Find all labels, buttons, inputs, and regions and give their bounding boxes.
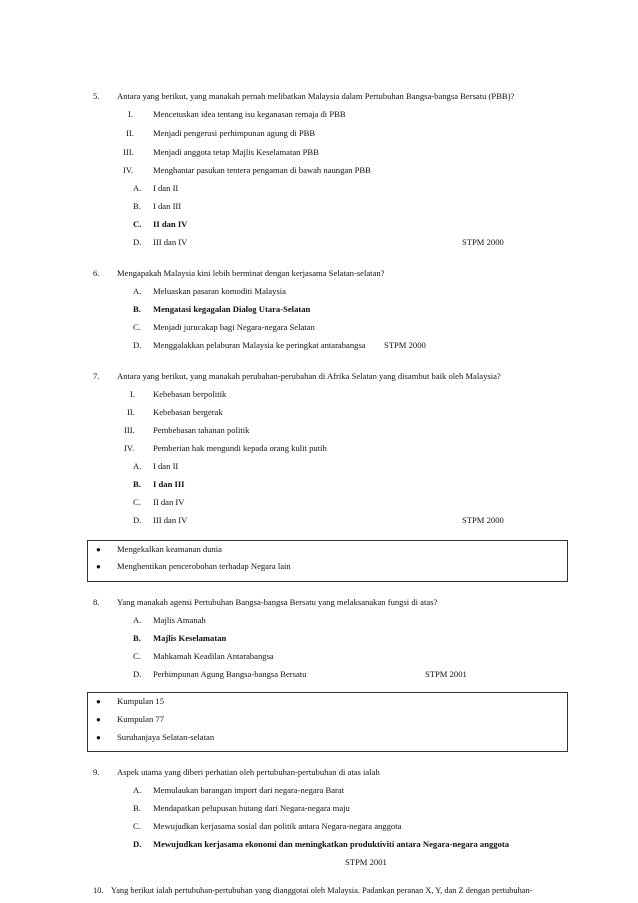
q7-number: 7.: [93, 371, 100, 381]
q5-option-letter: D.: [133, 237, 142, 247]
q7-source: STPM 2000: [462, 515, 504, 525]
q9-option-letter: C.: [133, 821, 141, 831]
q8-option-letter: C.: [133, 651, 141, 661]
box1-item: Menghentikan pencerobohan terhadap Negara lain: [117, 561, 291, 571]
q7-roman: I.: [130, 389, 136, 399]
q5-option-letter: A.: [133, 183, 142, 193]
q5-option-letter: B.: [133, 201, 141, 211]
box1-item: Mengekalkan keamanan dunia: [117, 544, 222, 554]
q6-option-letter: B.: [133, 304, 141, 314]
q6-option-text: Menjadi jurucakap bagi Negara-negara Selatan: [153, 322, 315, 332]
q9-option-letter: D.: [133, 839, 142, 849]
q7-option-letter: B.: [133, 479, 141, 489]
q7-option-text: I dan II: [153, 461, 179, 471]
q8-answer-option-text: Majlis Keselamatan: [153, 633, 227, 643]
q8-option-text: Majlis Amanah: [153, 615, 206, 625]
q8-option-letter: D.: [133, 669, 142, 679]
q7-option-text: II dan IV: [153, 497, 185, 507]
q5-text: Antara yang berikut, yang manakah pernah melibatkan Malaysia dalam Pertubuhan Bangsa-bangsa Bersatu (PBB)?: [117, 91, 515, 101]
q5-roman: IV.: [123, 165, 134, 175]
q9-option-letter: B.: [133, 803, 141, 813]
q9-option-text: Mewujudkan kerjasama sosial dan politik antara Negara-negara anggota: [153, 821, 402, 831]
q6-answer-option-text: Mengatasi kegagalan Dialog Utara-Selatan: [153, 304, 311, 314]
q6-text: Mengapakah Malaysia kini lebih berminat dengan kerjasama Selatan-selatan?: [117, 268, 385, 278]
q5-roman-text: Menjadi anggota tetap Majlis Keselamatan PBB: [153, 147, 319, 157]
q9-option-text: Memulaukan barangan import dari negara-negara Barat: [153, 785, 345, 795]
q6-option-letter: C.: [133, 322, 141, 332]
q8-number: 8.: [93, 597, 100, 607]
bullet-icon: ●: [96, 562, 101, 571]
q5-answer-option-text: II dan IV: [153, 219, 188, 229]
q9-source: STPM 2001: [345, 857, 387, 867]
q7-text: Antara yang berikut, yang manakah perubahan-perubahan di Afrika Selatan yang disambut baik oleh Malaysia?: [117, 371, 501, 381]
q7-answer-option-text: I dan III: [153, 479, 185, 489]
q6-option-text: Meluaskan pasaran komoditi Malaysia: [153, 286, 286, 296]
q5-option-letter: C.: [133, 219, 142, 229]
q7-option-letter: A.: [133, 461, 142, 471]
box2-item: Kumpulan 15: [117, 696, 165, 706]
q9-answer-option-text: Mewujudkan kerjasama ekonomi dan meningkatkan produktiviti antara Negara-negara anggota: [153, 839, 510, 849]
q8-text: Yang manakah agensi Pertubuhan Bangsa-bangsa Bersatu yang melaksanakan fungsi di atas?: [117, 597, 438, 607]
q8-option-text: Perhimpunan Agung Bangsa-bangsa Bersatu: [153, 669, 307, 679]
q10-number: 10.: [93, 886, 104, 895]
box2-item: Kumpulan 77: [117, 714, 165, 724]
q6-number: 6.: [93, 268, 100, 278]
q5-roman-text: Menjadi pengerusi perhimpunan agung di PBB: [153, 128, 316, 138]
bullet-icon: ●: [96, 545, 101, 554]
q9-number: 9.: [93, 767, 100, 777]
q7-option-letter: C.: [133, 497, 141, 507]
q8-option-letter: B.: [133, 633, 141, 643]
q6-source: STPM 2000: [384, 340, 426, 350]
q9-option-letter: A.: [133, 785, 142, 795]
bullet-icon: ●: [96, 733, 101, 742]
q9-option-text: Mendapatkan pelupusan hutang dari Negara-negara maju: [153, 803, 350, 813]
q7-roman: IV.: [124, 443, 135, 453]
q5-option-text: I dan II: [153, 183, 179, 193]
q5-roman-text: Menghantar pasukan tentera pengaman di bawah naungan PBB: [153, 165, 371, 175]
q8-option-letter: A.: [133, 615, 142, 625]
q7-roman-text: Pembebasan tahanan politik: [153, 425, 250, 435]
q5-source: STPM 2000: [462, 237, 504, 247]
q5-option-text: III dan IV: [153, 237, 188, 247]
q5-number: 5.: [93, 91, 100, 101]
q6-option-letter: D.: [133, 340, 142, 350]
q7-option-text: III dan IV: [153, 515, 188, 525]
q7-roman: II.: [127, 407, 135, 417]
q7-roman-text: Kebebasan bergerak: [153, 407, 223, 417]
q5-roman-text: Mencetuskan idea tentang isu keganasan remaja di PBB: [153, 109, 346, 119]
q10-text-line1: Yang berikut ialah pertubuhan-pertubuhan yang dianggotai oleh Malaysia. Padankan peranan X, Y, dan Z dengan pertubuhan-: [111, 886, 533, 895]
bullet-icon: ●: [96, 697, 101, 706]
q7-roman-text: Kebebasan berpolitik: [153, 389, 227, 399]
q5-roman: II.: [126, 128, 134, 138]
q5-roman: I.: [128, 109, 134, 119]
q9-text: Aspek utama yang diberi perhatian oleh pertubuhan-pertubuhan di atas ialah: [117, 767, 380, 777]
q6-option-letter: A.: [133, 286, 142, 296]
q8-option-text: Mahkamah Keadilan Antarabangsa: [153, 651, 274, 661]
q7-option-letter: D.: [133, 515, 142, 525]
q6-option-text: Menggalakkan pelaburan Malaysia ke peringkat antarabangsa: [153, 340, 366, 350]
q8-source: STPM 2001: [425, 669, 467, 679]
box2-item: Suruhanjaya Selatan-selatan: [117, 732, 215, 742]
q5-roman: III.: [123, 147, 134, 157]
q7-roman-text: Pemberian hak mengundi kepada orang kulit putih: [153, 443, 327, 453]
bullet-icon: ●: [96, 715, 101, 724]
q5-option-text: I dan III: [153, 201, 182, 211]
q7-roman: III.: [124, 425, 135, 435]
